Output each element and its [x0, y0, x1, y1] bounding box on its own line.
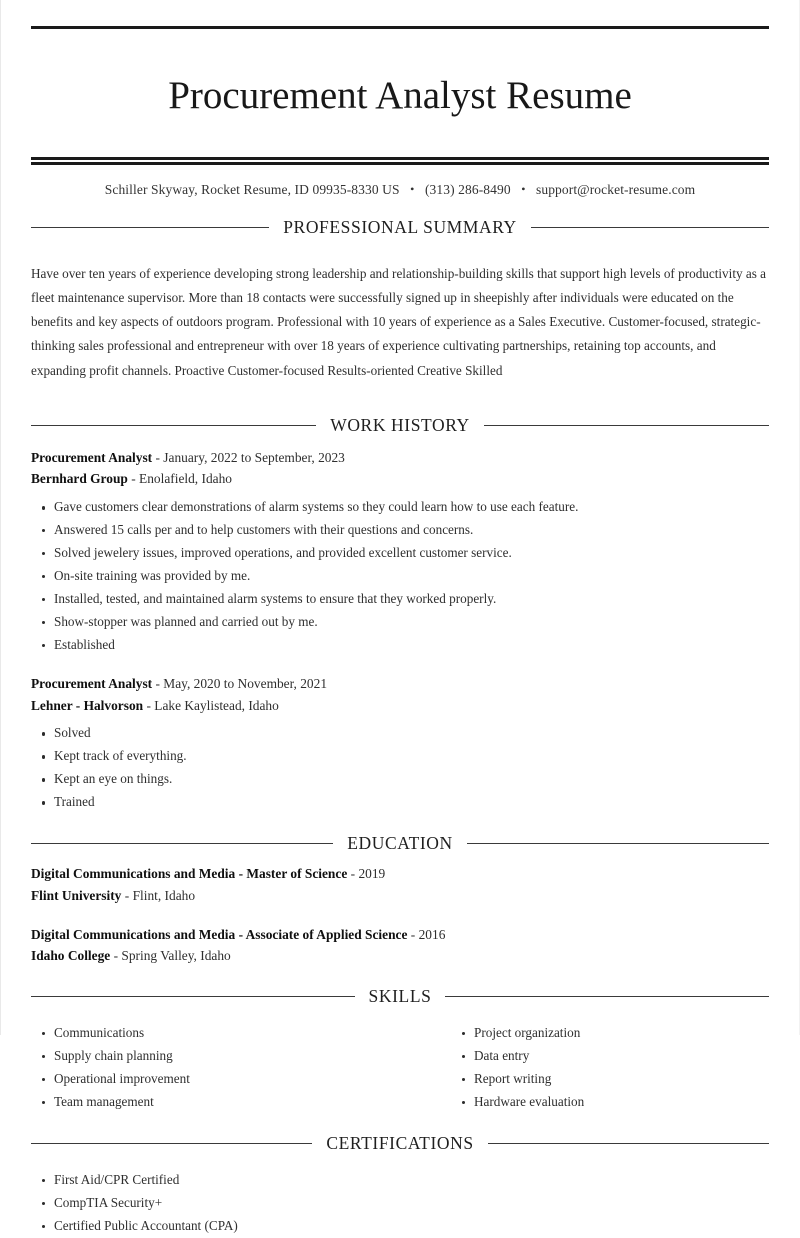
school-dash: -: [113, 948, 122, 964]
summary-text: Have over ten years of experience developing strong leadership and relationship-building skills that support high levels of productivity as a fleet maintenance supervisor. More than 18 contacts were successfully signed up in sheepishly after individuals were educated on the benefits and key aspects of outdoors program. Professional with 10 years of experience as a Sales Executive. Customer-focused, strategic-thinking sales professional and entrepreneur with over 18 years of experience cultivating partnerships, retaining top accounts, and expanding profit channels. Proactive Customer-focused Results-oriented Creative Skilled: [31, 266, 767, 378]
section-heading-summary: [31, 217, 769, 247]
contact-separator-2: •: [521, 182, 526, 197]
job-company: Bernhard Group: [31, 471, 128, 487]
list-item: Supply chain planning: [31, 1045, 400, 1068]
education-location: Flint, Idaho: [132, 887, 196, 903]
education-school: Idaho College: [31, 948, 111, 964]
heading-label: WORK HISTORY: [330, 414, 470, 435]
job-company: Lehner - Halvorson: [31, 697, 144, 713]
education-school: Flint University: [31, 887, 122, 903]
contact-address: Schiller Skyway, Rocket Resume, ID 09935-8330 US: [104, 182, 400, 198]
section-education: [31, 814, 769, 967]
list-item: Trained: [31, 791, 769, 814]
list-item: Installed, tested, and maintained alarm systems to ensure that they worked properly.: [31, 588, 769, 611]
heading-label: PROFESSIONAL SUMMARY: [283, 217, 517, 238]
section-heading-skills: [31, 986, 769, 1016]
school-dash: -: [124, 887, 133, 903]
education-year: 2019: [358, 866, 386, 882]
education-school-line: [31, 945, 769, 967]
section-work-history: [31, 396, 769, 814]
heading-rule-left: [31, 227, 269, 228]
list-item: Answered 15 calls per and to help customers with their questions and concerns.: [31, 519, 769, 542]
job-dates: January, 2022 to September, 2023: [163, 449, 345, 465]
list-item: Operational improvement: [31, 1068, 400, 1091]
education-dash: -: [350, 866, 359, 882]
page-title: Procurement Analyst Resume: [168, 74, 632, 118]
education-school-line: [31, 885, 769, 907]
list-item: CompTIA Security+: [31, 1192, 769, 1215]
education-location: Spring Valley, Idaho: [121, 948, 231, 964]
heading-rule-right: [467, 843, 769, 844]
job-bullet-list: [31, 496, 769, 657]
skills-list-left: [31, 1022, 400, 1114]
section-certifications: [31, 1114, 769, 1238]
work-entry: [31, 445, 769, 657]
list-item: Show-stopper was planned and carried out by me.: [31, 611, 769, 634]
heading-rule-right: [445, 996, 769, 997]
list-item: Kept an eye on things.: [31, 768, 769, 791]
list-item: Solved jewelery issues, improved operations, and provided excellent customer service.: [31, 542, 769, 565]
job-title-line: [31, 447, 769, 469]
list-item: Communications: [31, 1022, 400, 1045]
job-company-line: [31, 695, 769, 717]
list-item: Solved: [31, 722, 769, 745]
list-item: Established: [31, 634, 769, 657]
job-dash: -: [155, 675, 164, 691]
heading-label: CERTIFICATIONS: [326, 1132, 474, 1153]
skills-column-left: [31, 1016, 400, 1114]
heading-rule-left: [31, 843, 333, 844]
job-title: Procurement Analyst: [31, 449, 153, 465]
list-item: Report writing: [451, 1068, 769, 1091]
section-professional-summary: [31, 198, 769, 382]
list-item: Kept track of everything.: [31, 745, 769, 768]
heading-label: SKILLS: [368, 985, 432, 1006]
education-program: Digital Communications and Media - Associate of Applied Science: [31, 926, 408, 942]
contact-line: [31, 165, 769, 198]
list-item: On-site training was provided by me.: [31, 565, 769, 588]
heading-rule-right: [531, 227, 769, 228]
heading-rule-left: [31, 996, 355, 997]
skills-columns: [31, 1016, 769, 1114]
list-item: Data entry: [451, 1045, 769, 1068]
skills-column-right: [400, 1016, 769, 1114]
job-bullet-list: [31, 722, 769, 814]
contact-email[interactable]: support@rocket-resume.com: [535, 182, 696, 198]
contact-separator-1: •: [410, 182, 415, 197]
section-heading-education: [31, 833, 769, 863]
job-title-line: [31, 673, 769, 695]
list-item: Team management: [31, 1091, 400, 1114]
heading-rule-right: [488, 1143, 769, 1144]
education-program: Digital Communications and Media - Master of Science: [31, 866, 348, 882]
company-dash: -: [146, 697, 155, 713]
company-dash: -: [131, 471, 140, 487]
section-heading-certifications: [31, 1133, 769, 1163]
education-program-line: [31, 924, 769, 946]
education-year: 2016: [418, 926, 446, 942]
work-entry: [31, 657, 769, 814]
contact-phone[interactable]: (313) 286-8490: [424, 182, 511, 198]
list-item: First Aid/CPR Certified: [31, 1169, 769, 1192]
header-top-rule: [31, 26, 769, 29]
heading-rule-left: [31, 1143, 312, 1144]
education-program-line: [31, 863, 769, 885]
education-entry: [31, 863, 769, 906]
header-bottom-double-rule: [31, 157, 769, 165]
job-dash: -: [155, 449, 164, 465]
job-dates: May, 2020 to November, 2021: [163, 675, 328, 691]
list-item: Hardware evaluation: [451, 1091, 769, 1114]
list-item: Certified Public Accountant (CPA): [31, 1215, 769, 1238]
certifications-list: [31, 1169, 769, 1238]
list-item: Gave customers clear demonstrations of alarm systems so they could learn how to use each feature.: [31, 496, 769, 519]
education-entry: [31, 907, 769, 967]
heading-label: EDUCATION: [347, 833, 453, 854]
job-title: Procurement Analyst: [31, 675, 153, 691]
job-company-line: [31, 468, 769, 490]
job-location: Enolafield, Idaho: [139, 471, 232, 487]
list-item: Project organization: [451, 1022, 769, 1045]
section-heading-work-history: [31, 415, 769, 445]
heading-rule-left: [31, 425, 316, 426]
section-skills: [31, 967, 769, 1114]
education-dash: -: [410, 926, 419, 942]
skills-list-right: [451, 1022, 769, 1114]
job-location: Lake Kaylistead, Idaho: [154, 697, 279, 713]
heading-rule-right: [484, 425, 769, 426]
